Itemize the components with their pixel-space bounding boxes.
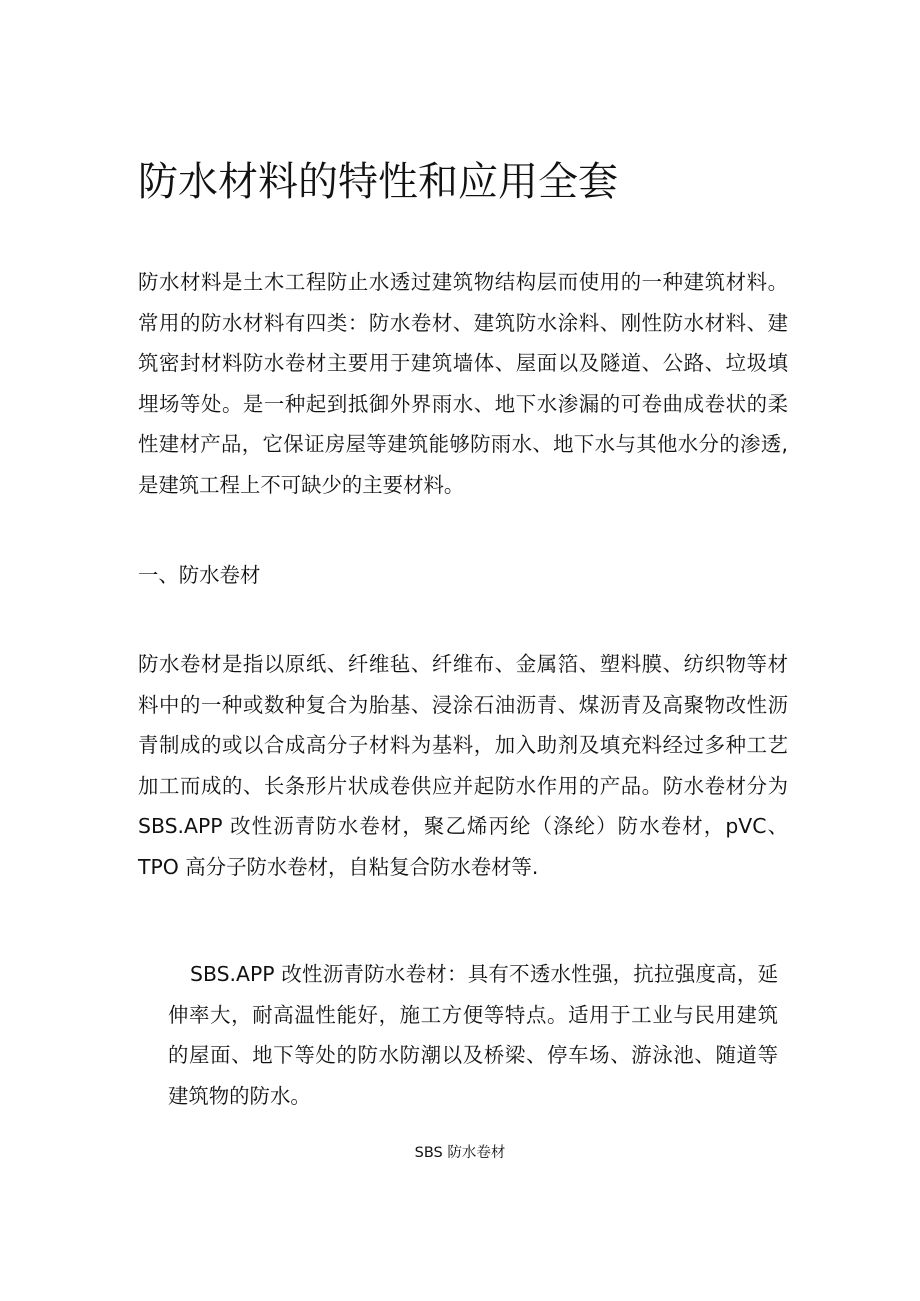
intro-paragraph: 防水材料是土木工程防止水透过建筑物结构层而使用的一种建筑材料。常用的防水材料有四类：防水卷材、建筑防水涂料、刚性防水材料、建筑密封材料防水卷材主要用于建筑墙体、屋面以及隧道、公路、垃圾填埋场等处。是一种起到抵御外界雨水、地下水渗漏的可卷曲成卷状的柔性建材产品，它保证房屋等建筑能够防雨水、地下水与其他水分的渗透,是建筑工程上不可缺少的主要材料。 [138, 270, 788, 497]
image-caption: SBS 防水卷材 [414, 1145, 506, 1161]
section-heading: 一、防水卷材 [138, 563, 261, 587]
document-title: 防水材料的特性和应用全套 [138, 158, 618, 205]
sbs-paragraph: SBS.APP 改性沥青防水卷材：具有不透水性强，抗拉强度高，延伸率大，耐高温性能好，施工方便等特点。适用于工业与民用建筑的屋面、地下等处的防水防潮以及桥梁、停车场、游泳池、随道等建筑物的防水。 [168, 962, 778, 1108]
section-paragraph: 防水卷材是指以原纸、纤维毡、纤维布、金属箔、塑料膜、纺织物等材料中的一种或数种复合为胎基、浸涂石油沥青、煤沥青及高聚物改性沥青制成的或以合成高分子材料为基料，加入助剂及填充料经过多种工艺加工而成的、长条形片状成卷供应并起防水作用的产品。防水卷材分为 SBS.APP 改性沥青防水卷材，聚乙烯丙纶（涤纶）防水卷材，pVC、TPO 高分子防水卷材，自粘复合防水卷材等. [138, 652, 788, 879]
